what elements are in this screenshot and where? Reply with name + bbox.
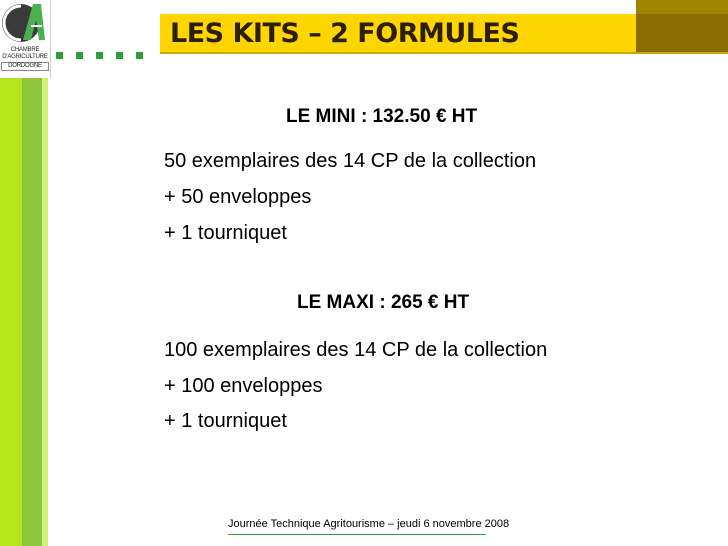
chamber-logo-icon xyxy=(1,0,49,46)
footer-underline xyxy=(228,534,486,535)
maxi-line-3: + 1 tourniquet xyxy=(164,410,287,432)
mini-line-2: + 50 enveloppes xyxy=(164,186,312,208)
mini-heading: LE MINI : 132.50 € HT xyxy=(286,106,478,127)
left-stripe-green xyxy=(22,0,42,546)
dot-decoration xyxy=(136,52,143,59)
maxi-line-1: 100 exemplaires des 14 CP de la collection xyxy=(164,339,548,361)
maxi-heading: LE MAXI : 265 € HT xyxy=(297,292,470,313)
maxi-line-2: + 100 enveloppes xyxy=(164,375,323,397)
logo-text xyxy=(1,47,49,71)
dot-decoration xyxy=(56,52,63,59)
logo-line-agriculture: D'AGRICULTURE xyxy=(2,54,48,60)
logo-line-dordogne: DORDOGNE xyxy=(1,62,49,71)
left-stripe-lime xyxy=(0,0,22,546)
logo xyxy=(0,0,51,78)
mini-line-3: + 1 tourniquet xyxy=(164,222,287,244)
title-bar-dark xyxy=(636,14,728,52)
logo-line-chambre: CHAMBRE xyxy=(10,47,40,53)
title-top-strip xyxy=(160,0,636,14)
mini-line-1: 50 exemplaires des 14 CP de la collection xyxy=(164,150,537,172)
dot-decoration xyxy=(76,52,83,59)
left-stripe-pale xyxy=(42,0,48,546)
title-top-dark xyxy=(636,0,728,14)
dot-decoration xyxy=(96,52,103,59)
footer-text: Journée Technique Agritourisme – jeudi 6 novembre 2008 xyxy=(228,518,510,530)
dot-decoration xyxy=(116,52,123,59)
page-title: LES KITS – 2 FORMULES xyxy=(170,18,520,49)
